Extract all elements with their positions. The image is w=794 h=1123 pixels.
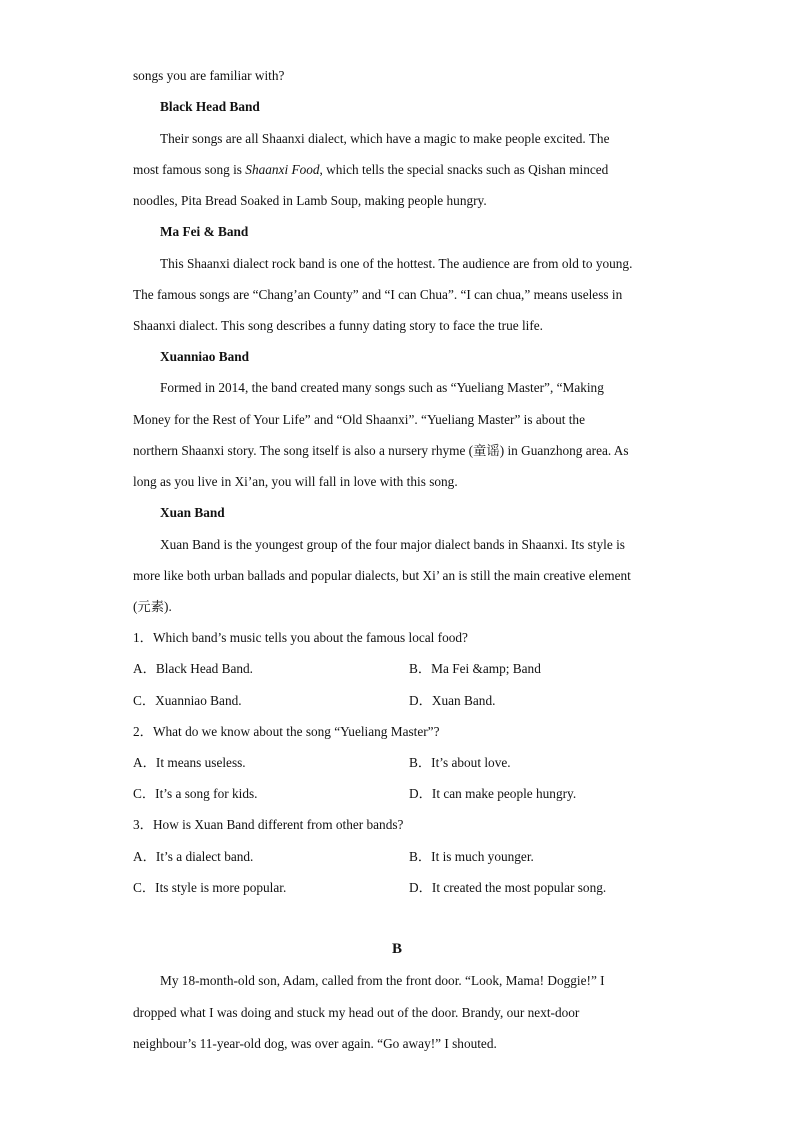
paragraph-line: Their songs are all Shaanxi dialect, which have a magic to make people excited. The (160, 131, 610, 146)
option-d[interactable]: D．It can make people hungry. (409, 786, 577, 801)
option-c[interactable]: C．It’s a song for kids. (133, 786, 258, 801)
option-b[interactable]: B．It is much younger. (409, 849, 534, 864)
option-a[interactable]: A．It means useless. (133, 755, 246, 770)
paragraph-line: long as you live in Xi’an, you will fall in love with this song. (133, 474, 458, 489)
paragraph-line: northern Shaanxi story. The song itself is also a nursery rhyme (童谣) in Guanzhong area. As (133, 443, 629, 458)
option-c[interactable]: C．Its style is more popular. (133, 880, 287, 895)
question-3: 3．How is Xuan Band different from other bands? (133, 817, 404, 832)
band-heading: Xuanniao Band (160, 349, 250, 364)
paragraph-line: Shaanxi dialect. This song describes a funny dating story to face the true life. (133, 318, 543, 333)
option-d[interactable]: D．Xuan Band. (409, 693, 496, 708)
band-heading: Ma Fei & Band (160, 224, 249, 239)
option-d[interactable]: D．It created the most popular song. (409, 880, 607, 895)
paragraph-line: dropped what I was doing and stuck my head out of the door. Brandy, our next-door (133, 1005, 580, 1020)
paragraph-line: Xuan Band is the youngest group of the four major dialect bands in Shaanxi. Its style is (160, 537, 625, 552)
paragraph-line: Formed in 2014, the band created many songs such as “Yueliang Master”, “Making (160, 380, 604, 395)
paragraph-line: (元素). (133, 599, 172, 614)
intro-tail: songs you are familiar with? (133, 68, 285, 83)
section-title: B (392, 941, 403, 957)
paragraph-line: neighbour’s 11-year-old dog, was over again. “Go away!” I shouted. (133, 1036, 497, 1051)
option-a[interactable]: A．It’s a dialect band. (133, 849, 254, 864)
option-b[interactable]: B．Ma Fei &amp; Band (409, 661, 541, 676)
paragraph-line: The famous songs are “Chang’an County” and “I can Chua”. “I can chua,” means useless in (133, 287, 623, 302)
question-2: 2．What do we know about the song “Yueliang Master”? (133, 724, 440, 739)
paragraph-line: This Shaanxi dialect rock band is one of the hottest. The audience are from old to young. (160, 256, 633, 271)
paragraph-line: more like both urban ballads and popular dialects, but Xi’ an is still the main creative element (133, 568, 631, 583)
song-title: Shaanxi Food (245, 162, 320, 177)
option-c[interactable]: C．Xuanniao Band. (133, 693, 242, 708)
option-a[interactable]: A．Black Head Band. (133, 661, 254, 676)
paragraph-line: Money for the Rest of Your Life” and “Old Shaanxi”. “Yueliang Master” is about the (133, 412, 585, 427)
band-heading: Xuan Band (160, 505, 225, 520)
question-1: 1．Which band’s music tells you about the famous local food? (133, 630, 468, 645)
band-heading: Black Head Band (160, 99, 260, 114)
paragraph-line: most famous song is Shaanxi Food, which tells the special snacks such as Qishan minced (133, 162, 609, 177)
paragraph-line: noodles, Pita Bread Soaked in Lamb Soup, making people hungry. (133, 193, 487, 208)
option-b[interactable]: B．It’s about love. (409, 755, 511, 770)
paragraph-line: My 18-month-old son, Adam, called from the front door. “Look, Mama! Doggie!” I (160, 973, 605, 988)
